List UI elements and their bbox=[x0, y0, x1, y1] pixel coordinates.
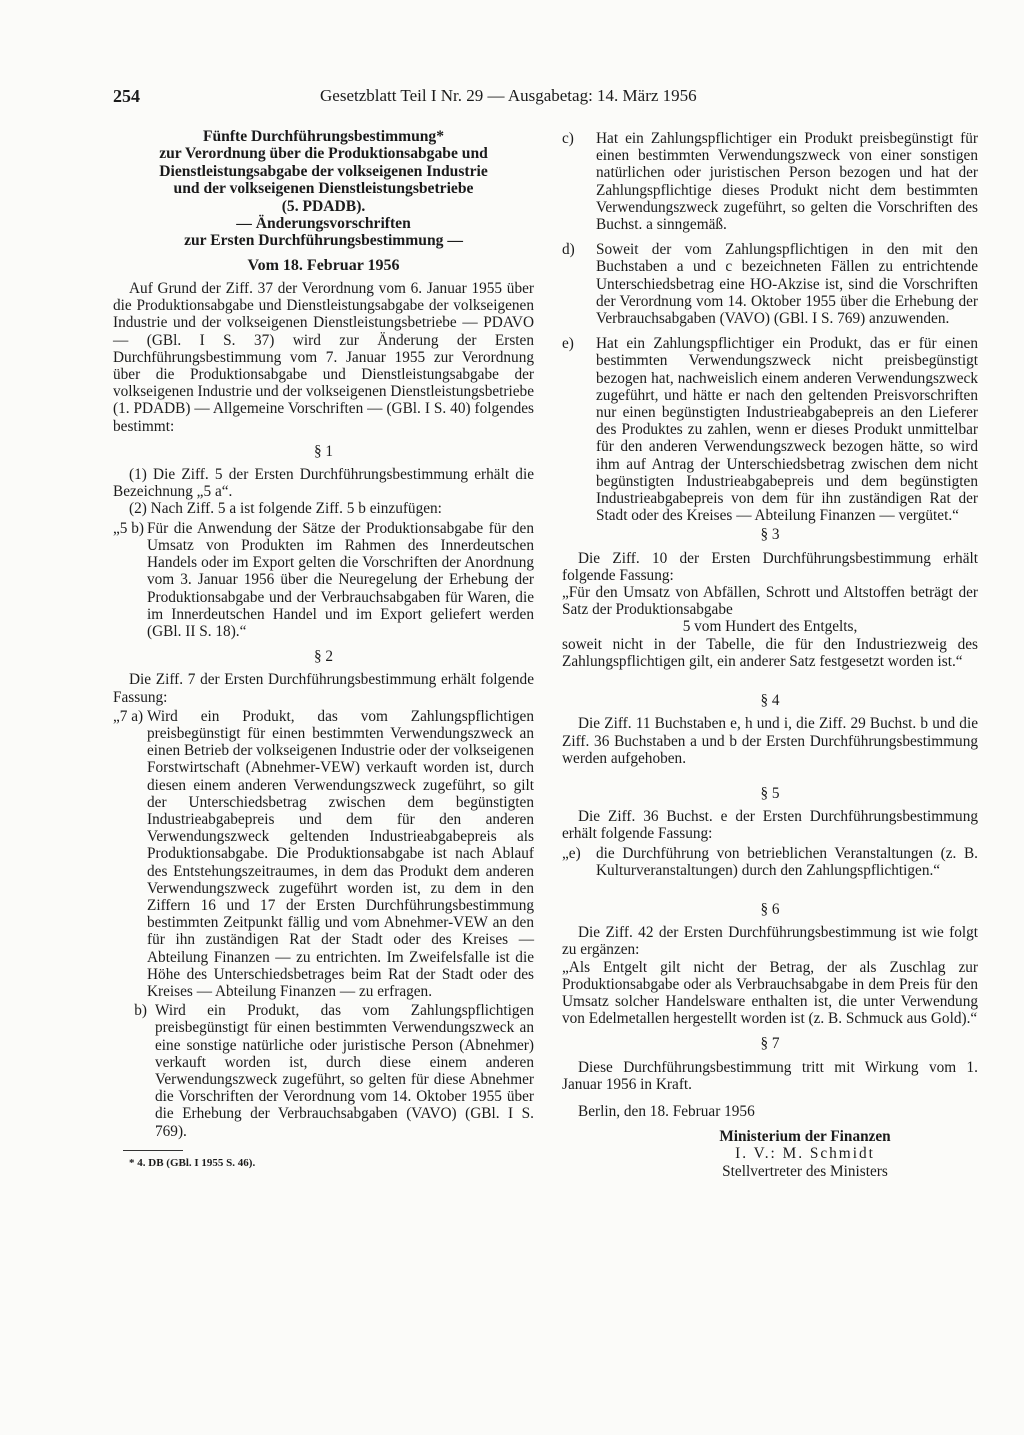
item-text: Hat ein Zahlungspflichtiger ein Produkt preisbegünstigt für einen bestimmten Verwendungszweck von einer sonstigen natürlichen oder juristischen Person bezogen und hat der Zahlungspflichtige dieses Produkt nicht dem bestimmten Verwendungszweck zugeführt, so gelten die Vorschriften des Buchst. a sinngemäß. bbox=[596, 130, 978, 234]
item-text: Für die Anwendung der Sätze der Produktionsabgabe für den Umsatz von Produkten im Rahmen des Innerdeutschen Handels oder im Export gelten die Vorschriften der Anordnung vom 3. Januar 1956 über die Neuregelung der Erhebung der Produktionsabgabe und der Verbrauchsabgaben für Waren, die im Innerdeutschen Handel und im Export geliefert werden (GBl. II S. 18).“ bbox=[147, 519, 534, 640]
item-label: „7 a) bbox=[113, 707, 144, 725]
quote-text: soweit nicht in der Tabelle, die für den Industriezweig des Zahlungspflichtigen gilt, ein anderer Satz festgesetzt worden ist.“ bbox=[562, 635, 978, 670]
item-label: c) bbox=[562, 130, 574, 147]
signature-block bbox=[632, 1128, 978, 1180]
paragraph: Die Ziff. 7 der Ersten Durchführungsbestimmung erhält folgende Fassung: bbox=[113, 671, 534, 706]
section-heading: § 4 bbox=[760, 692, 780, 710]
place-date: Berlin, den 18. Februar 1956 bbox=[578, 1102, 755, 1120]
section-heading: § 2 bbox=[313, 648, 334, 666]
paragraph: Die Ziff. 36 Buchst. e der Ersten Durchführungsbestimmung erhält folgende Fassung: bbox=[562, 808, 978, 843]
paragraph: (1) Die Ziff. 5 der Ersten Durchführungsbestimmung erhält die Bezeichnung „5 a“. bbox=[113, 466, 534, 501]
list-item bbox=[562, 241, 978, 327]
section-heading: § 3 bbox=[760, 526, 780, 544]
list-item bbox=[113, 520, 534, 640]
signature-org: Ministerium der Finanzen bbox=[719, 1128, 891, 1146]
quote-text: „Für den Umsatz von Abfällen, Schrott und Altstoffen beträgt der Satz der Produktionsabgabe bbox=[562, 584, 978, 619]
list-item bbox=[562, 335, 978, 524]
heading-line: — Änderungsvorschriften bbox=[236, 215, 411, 233]
list-item bbox=[113, 708, 534, 1000]
heading-line: Fünfte Durchführungsbestimmung* bbox=[202, 128, 445, 145]
heading-line: und der volkseigenen Dienstleistungsbetriebe bbox=[173, 180, 474, 198]
item-label: „e) bbox=[562, 844, 581, 862]
section-heading: § 6 bbox=[760, 900, 780, 918]
item-text: Wird ein Produkt, das vom Zahlungspflichtigen preisbegünstigt für einen bestimmten Verwendungszweck an einen Betrieb der volkseigenen Industrie oder der volkseigenen Forstwirtschaft (Abnehmer-VEW) verkauft worden ist, durch diesen einem anderen Verwendungszweck zugeführt, so gilt der Unterschiedsbetrag zwischen dem begünstigten Industrieabgabepreis und dem für den anderen Verwendungszweck geltenden Industrieabgabepreis als Produktionsabgabe. Die Produktionsabgabe ist nach Ablauf des Entstehungszeitraumes, in dem das Produkt dem anderen Verwendungszweck zugeführt worden ist, zu dem in den Ziffern 16 und 17 der Ersten Durchführungsbestimmung bestimmten Zeitpunkt fällig und vom Abnehmer-VEW an den für ihn zuständigen Rat der Stadt oder des Kreises — Abteilung Finanzen — zu entrichten. Im Zweifelsfalle ist die Höhe des Unterschiedsbetrages beim Rat der Stadt oder des Kreises — Abteilung Finanzen — zu erfragen. bbox=[147, 707, 534, 1000]
page-number: 254 bbox=[113, 86, 140, 106]
item-label: d) bbox=[562, 241, 575, 259]
footnote-rule bbox=[123, 1150, 183, 1151]
page-header bbox=[113, 86, 793, 110]
item-label: „5 b) bbox=[113, 519, 145, 537]
item-label: b) bbox=[134, 1002, 147, 1020]
heading-line: (5. PDADB). bbox=[281, 197, 366, 215]
heading-line: zur Ersten Durchführungsbestimmung — bbox=[184, 232, 463, 250]
quote-text: „Als Entgelt gilt nicht der Betrag, der als Zuschlag zur Produktionsabgabe oder als Verbrauchsabgabe in dem Preis für den Umsatz solcher Handelsware enthalten ist, die unter Verwendung von Edelmetallen hergestellt worden ist (z. B. Schmuck aus Gold).“ bbox=[562, 958, 978, 1028]
quote-rate: 5 vom Hundert des Entgelts, bbox=[682, 618, 858, 636]
footnote: * 4. DB (GBl. I 1955 S. 46). bbox=[129, 1156, 256, 1169]
heading-line: Dienstleistungsabgabe der volkseigenen Industrie bbox=[159, 162, 488, 180]
right-column bbox=[562, 128, 978, 1180]
item-text: Soweit der vom Zahlungspflichtigen in den mit den Buchstaben a und c bezeichneten Fällen zu entrichtende Unterschiedsbetrag eine HO-Akzise ist, sind die Vorschriften der Verordnung vom 14. Oktober 1955 über die Erhebung der Verbrauchsabgaben (VAVO) (GBl. I S. 769) anzuwenden. bbox=[596, 241, 978, 328]
preamble: Auf Grund der Ziff. 37 der Verordnung vom 6. Januar 1955 über die Produktionsabgabe und Dienstleistungsabgabe der volkseigenen Industrie und der volkseigenen Dienstleistungsbetriebe — PDAVO — (GBl. I S. 37) wird zur Änderung der Ersten Durchführungsbestimmung vom 7. Januar 1955 zur Verordnung über die Produktionsabgabe und Dienstleistungsabgabe der volkseigenen Industrie und der volkseigenen Dienstleistungsbetriebe (1. PDADB) — Allgemeine Vorschriften — (GBl. I S. 40) folgendes bestimmt: bbox=[113, 280, 534, 435]
section-heading: § 7 bbox=[760, 1035, 780, 1053]
regulation-heading bbox=[113, 128, 534, 250]
item-text: die Durchführung von betrieblichen Veranstaltungen (z. B. Kulturveranstaltungen) durch den Zahlungspflichtigen.“ bbox=[596, 844, 978, 879]
signature-role: Stellvertreter des Ministers bbox=[722, 1162, 888, 1180]
left-column bbox=[113, 128, 534, 1172]
list-item bbox=[113, 1002, 534, 1140]
paragraph: Die Ziff. 42 der Ersten Durchführungsbestimmung ist wie folgt zu ergänzen: bbox=[562, 924, 978, 959]
paragraph: Die Ziff. 10 der Ersten Durchführungsbestimmung erhält folgende Fassung: bbox=[562, 549, 978, 584]
item-text: Hat ein Zahlungspflichtiger ein Produkt, das er für einen bestimmten Verwendungszweck nicht preisbegünstigt bezogen hat, nachweislich einem anderen Verwendungszweck zugeführt, und hätte er nach den geltenden Preisvorschriften nur einen begünstigten Industrieabgabepreis an den Lieferer des Produktes zu zahlen, wenn er dieses Produkt unmittelbar für den anderen Verwendungszweck bezogen hätte, so wird ihm auf Antrag der Unterschiedsbetrag zwischen dem nicht begünstigten Industrieabgabepreis und dem begünstigten Industrieabgabepreis von dem für ihn zuständigen Rat der Stadt oder des Kreises — Abteilung Finanzen — vergütet.“ bbox=[596, 335, 978, 525]
section-heading: § 5 bbox=[760, 784, 780, 802]
signature-name: I. V.: M. Schmidt bbox=[735, 1145, 875, 1163]
item-label: e) bbox=[562, 335, 574, 353]
heading-line: zur Verordnung über die Produktionsabgabe und bbox=[159, 145, 488, 163]
paragraph: Die Ziff. 11 Buchstaben e, h und i, die Ziff. 29 Buchst. b und die Ziff. 36 Buchstaben a und b der Ersten Durchführungsbestimmung werden aufgehoben. bbox=[562, 715, 978, 767]
list-item bbox=[562, 130, 978, 233]
paragraph: Diese Durchführungsbestimmung tritt mit Wirkung vom 1. Januar 1956 in Kraft. bbox=[562, 1058, 978, 1093]
regulation-date: Vom 18. Februar 1956 bbox=[247, 256, 400, 274]
paragraph: (2) Nach Ziff. 5 a ist folgende Ziff. 5 b einzufügen: bbox=[129, 500, 442, 518]
item-text: Wird ein Produkt, das vom Zahlungspflichtigen preisbegünstigt für einen bestimmten Verwendungszweck an eine sonstige natürliche oder juristische Person (Abnehmer) verkauft worden ist, durch diese einem anderen Verwendungszweck zugeführt, so gelten für diese Abnehmer die Vorschriften der Verordnung vom 14. Oktober 1955 über die Erhebung der Verbrauchsabgaben (VAVO) (GBl. I S. 769). bbox=[155, 1002, 534, 1140]
header-title: Gesetzblatt Teil I Nr. 29 — Ausgabetag: 14. März 1956 bbox=[320, 86, 697, 105]
section-heading: § 1 bbox=[313, 442, 334, 460]
list-item bbox=[562, 845, 978, 879]
